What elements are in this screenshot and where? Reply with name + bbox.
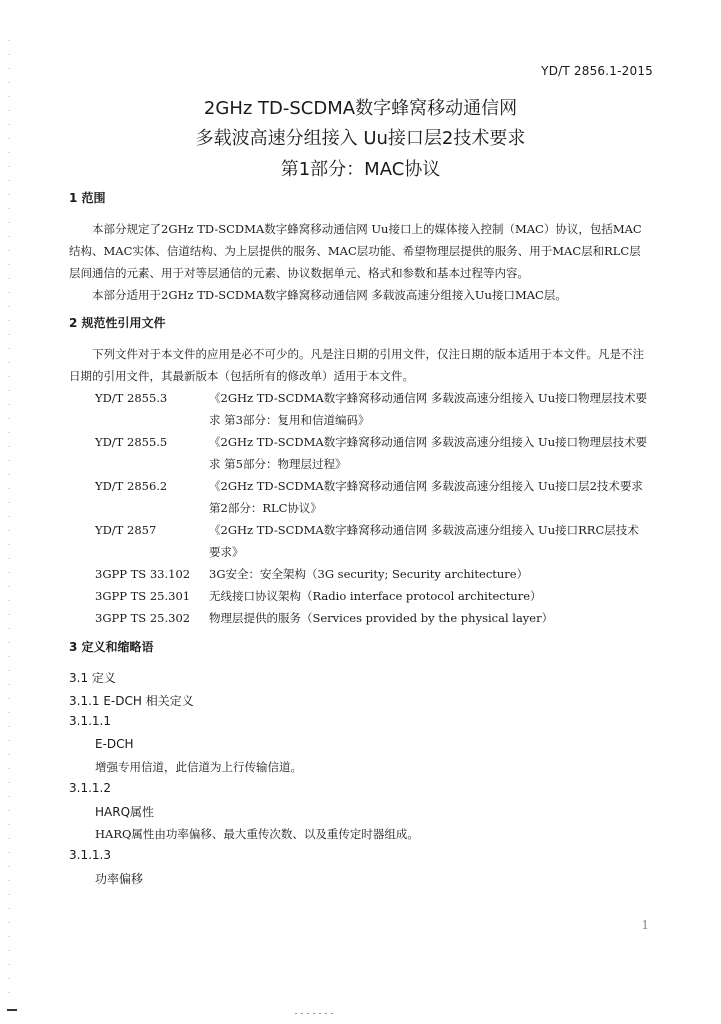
term-number: 3.1.1.3 <box>69 848 111 862</box>
section-2-intro: 下列文件对于本文件的应用是必不可少的。凡是注日期的引用文件，仅注日期的版本适用于本文件。凡是不注日期的引用文件，其最新版本（包括所有的修改单）适用于本文件。 <box>69 347 644 383</box>
reference-code: 3GPP TS 25.302 <box>95 611 191 625</box>
section-3-heading: 3 定义和缩略语 <box>69 640 154 654</box>
section-3-1-1-heading: 3.1.1 E-DCH 相关定义 <box>69 694 194 708</box>
term-number: 3.1.1.1 <box>69 714 111 728</box>
reference-code: YD/T 2857 <box>95 523 157 537</box>
reference-code: YD/T 2855.3 <box>95 391 168 405</box>
standard-number: YD/T 2856.1-2015 <box>541 64 653 78</box>
section-1-paragraph-2: 本部分适用于2GHz TD-SCDMA数字蜂窝移动通信网 多载波高速分组接入Uu接口MAC层。 <box>92 288 567 302</box>
term-name: E-DCH <box>95 737 134 751</box>
page-number: 1 <box>641 918 649 932</box>
reference-title: 《2GHz TD-SCDMA数字蜂窝移动通信网 多载波高速分组接入 Uu接口层2技术要求 第2部分：RLC协议》 <box>209 479 643 515</box>
document-title-line-3: 第1部分：MAC协议 <box>280 159 441 180</box>
section-1-heading: 1 范围 <box>69 191 106 205</box>
term-definition: 增强专用信道，此信道为上行传输信道。 <box>95 760 302 774</box>
scan-corner-mark <box>7 1009 17 1011</box>
reference-title: 《2GHz TD-SCDMA数字蜂窝移动通信网 多载波高速分组接入 Uu接口物理层技术要求 第3部分：复用和信道编码》 <box>209 391 648 427</box>
reference-code: 3GPP TS 33.102 <box>95 567 191 581</box>
term-definition: HARQ属性由功率偏移、最大重传次数、以及重传定时器组成。 <box>95 827 419 841</box>
reference-code: YD/T 2855.5 <box>95 435 168 449</box>
term-number: 3.1.1.2 <box>69 781 111 795</box>
reference-code: 3GPP TS 25.301 <box>95 589 191 603</box>
section-1-paragraph-1: 本部分规定了2GHz TD-SCDMA数字蜂窝移动通信网 Uu接口上的媒体接入控制（MAC）协议，包括MAC结构、MAC实体、信道结构、为上层提供的服务、MAC层功能、希望物理层提供的服务、用于MAC层和RLC层层间通信的元素、用于对等层通信的元素、协议数据单元、格式和参数和基本过程等内容。 <box>69 222 642 280</box>
section-3-1-heading: 3.1 定义 <box>69 671 116 685</box>
reference-title: 《2GHz TD-SCDMA数字蜂窝移动通信网 多载波高速分组接入 Uu接口RRC层技术要求》 <box>209 523 639 559</box>
scan-margin-dots <box>8 40 10 1000</box>
reference-code: YD/T 2856.2 <box>95 479 168 493</box>
scan-bottom-dots <box>295 1013 335 1014</box>
term-name: 功率偏移 <box>95 872 144 886</box>
reference-title: 3G安全：安全架构（3G security; Security architecture） <box>209 567 529 581</box>
reference-title: 无线接口协议架构（Radio interface protocol architecture） <box>209 589 542 603</box>
term-name: HARQ属性 <box>95 805 155 819</box>
document-title-line-1: 2GHz TD-SCDMA数字蜂窝移动通信网 <box>203 98 518 119</box>
section-2-heading: 2 规范性引用文件 <box>69 316 166 330</box>
document-title-line-2: 多载波高速分组接入 Uu接口层2技术要求 <box>195 128 526 149</box>
reference-title: 《2GHz TD-SCDMA数字蜂窝移动通信网 多载波高速分组接入 Uu接口物理层技术要求 第5部分：物理层过程》 <box>209 435 648 471</box>
reference-title: 物理层提供的服务（Services provided by the physical layer） <box>209 611 554 625</box>
